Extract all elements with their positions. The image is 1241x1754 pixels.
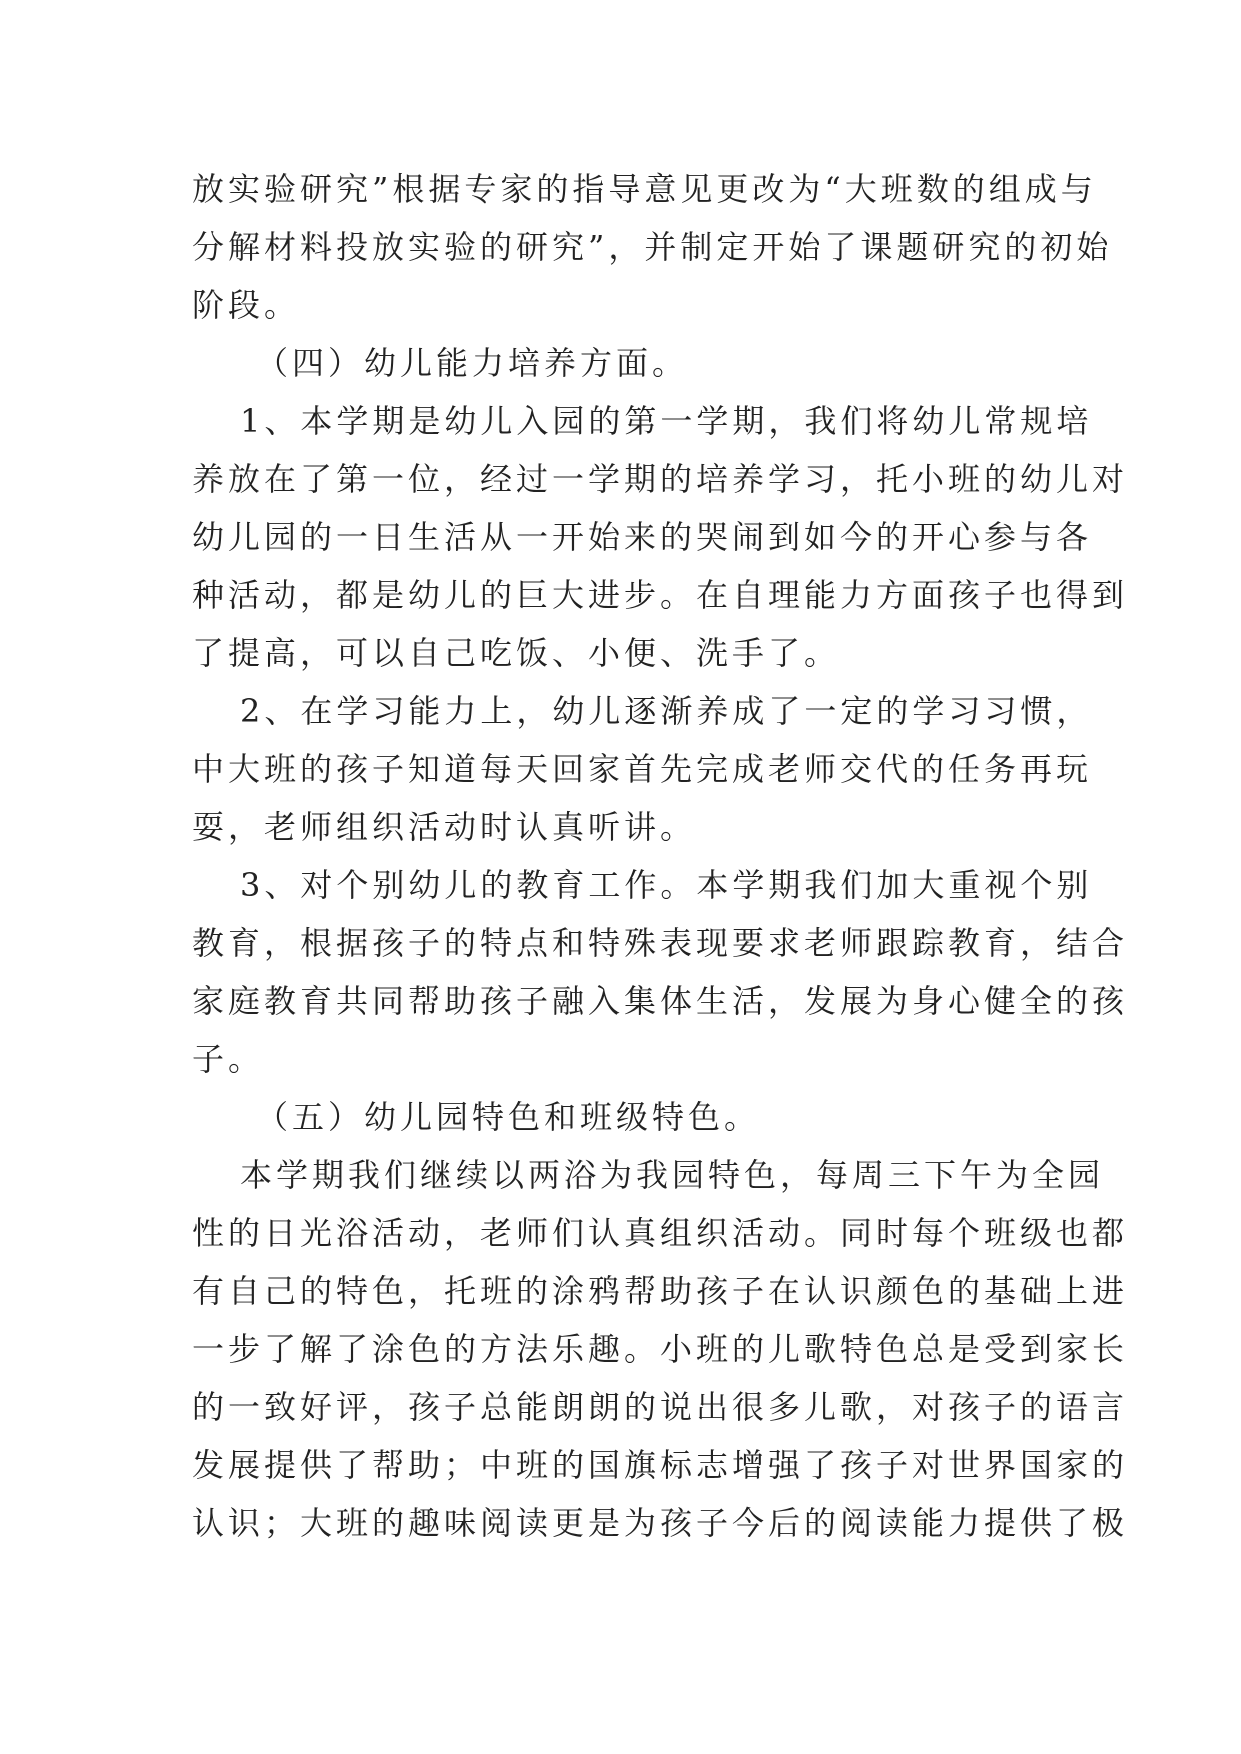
- text-line: 阶段。: [192, 286, 301, 324]
- text-line: 的一致好评，孩子总能朗朗的说出很多儿歌，对孩子的语言: [192, 1388, 1129, 1426]
- text-line: 养放在了第一位，经过一学期的培养学习，托小班的幼儿对: [192, 460, 1129, 498]
- text-line: 分解材料投放实验的研究”，并制定开始了课题研究的初始: [192, 228, 1113, 266]
- text-line: 种活动，都是幼儿的巨大进步。在自理能力方面孩子也得到: [192, 576, 1129, 614]
- text-line: 家庭教育共同帮助孩子融入集体生活，发展为身心健全的孩: [192, 982, 1129, 1020]
- text-line: 放实验研究”根据专家的指导意见更改为“大班数的组成与: [192, 170, 1097, 208]
- text-line: 本学期我们继续以两浴为我园特色，每周三下午为全园: [240, 1156, 1105, 1194]
- text-line: 1、本学期是幼儿入园的第一学期，我们将幼儿常规培: [240, 402, 1093, 440]
- section-heading: （四）幼儿能力培养方面。: [256, 344, 689, 382]
- text-line: 子。: [192, 1040, 265, 1078]
- text-line: 3、对个别幼儿的教育工作。本学期我们加大重视个别: [240, 866, 1093, 904]
- text-line: 中大班的孩子知道每天回家首先完成老师交代的任务再玩: [192, 750, 1093, 788]
- text-line: 认识；大班的趣味阅读更是为孩子今后的阅读能力提供了极: [192, 1504, 1129, 1542]
- text-line: 2、在学习能力上，幼儿逐渐养成了一定的学习习惯，: [240, 692, 1093, 730]
- text-line: 幼儿园的一日生活从一开始来的哭闹到如今的开心参与各: [192, 518, 1093, 556]
- text-line: 教育，根据孩子的特点和特殊表现要求老师跟踪教育，结合: [192, 924, 1129, 962]
- body-text: [192, 160, 1129, 1552]
- text-line: 性的日光浴活动，老师们认真组织活动。同时每个班级也都: [192, 1214, 1129, 1252]
- text-line: 一步了解了涂色的方法乐趣。小班的儿歌特色总是受到家长: [192, 1330, 1129, 1368]
- text-line: 有自己的特色，托班的涂鸦帮助孩子在认识颜色的基础上进: [192, 1272, 1129, 1310]
- section-heading: （五）幼儿园特色和班级特色。: [256, 1098, 761, 1136]
- text-line: 耍，老师组织活动时认真听讲。: [192, 808, 697, 846]
- text-line: 了提高，可以自己吃饭、小便、洗手了。: [192, 634, 841, 672]
- text-line: 发展提供了帮助；中班的国旗标志增强了孩子对世界国家的: [192, 1446, 1129, 1484]
